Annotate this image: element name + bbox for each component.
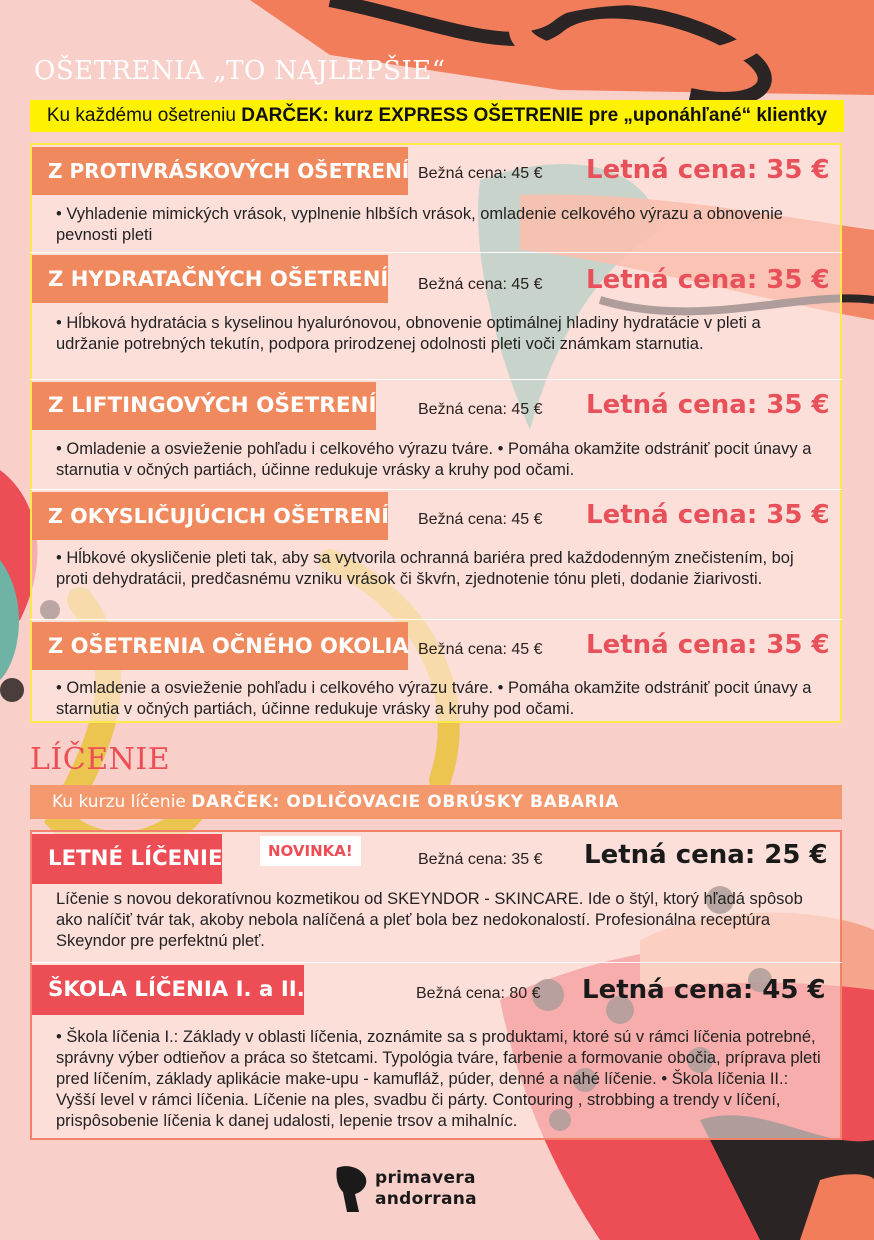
treatment-gift-banner bbox=[30, 100, 844, 132]
makeup-summer-price: Letná cena: 25 € bbox=[584, 840, 828, 870]
treatment-description: • Omladenie a osvieženie pohľadu i celkového výrazu tváre. • Pomáha okamžite odstrániť pocit únavy a starnutia v očných partiách, účinne redukuje vrásky a kruhy pod očami. bbox=[56, 679, 812, 718]
makeup-regular-price: Bežná cena: 80 € bbox=[416, 985, 541, 1002]
page-title: OŠETRENIA „TO NAJLEPŠIE“ bbox=[34, 56, 446, 86]
treatment-regular-price: Bežná cena: 45 € bbox=[418, 165, 543, 182]
logo-line-2: andorrana bbox=[375, 1189, 477, 1209]
makeup-summer-price: Letná cena: 45 € bbox=[582, 975, 826, 1005]
logo-line-1: primavera bbox=[375, 1168, 476, 1188]
treatment-gift-prefix: Ku každému ošetreniu bbox=[46, 105, 242, 126]
makeup-item bbox=[30, 832, 842, 960]
treatment-item bbox=[30, 619, 842, 722]
treatment-description: • Hĺbkové okysličenie pleti tak, aby sa vytvorila ochranná bariéra pred každodenným znečistením, boj proti dehydratácii, predčasnému vzniku vrások či škvŕn, zjednotenie tónu pleti, dodanie žiarivosti. bbox=[56, 549, 794, 588]
treatment-summer-price: Letná cena: 35 € bbox=[586, 265, 830, 295]
treatment-item bbox=[30, 379, 842, 488]
treatment-description: • Vyhladenie mimických vrások, vyplnenie hlbších vrások, omladenie celkového výrazu a obnovenie pevnosti pleti bbox=[56, 205, 783, 244]
treatment-regular-price: Bežná cena: 45 € bbox=[418, 276, 543, 293]
treatment-regular-price: Bežná cena: 45 € bbox=[418, 511, 543, 528]
makeup-gift-banner bbox=[30, 785, 842, 819]
makeup-item bbox=[30, 962, 842, 1141]
treatment-name: Z HYDRATAČNÝCH OŠETRENÍ bbox=[32, 255, 388, 303]
treatment-gift-text: DARČEK: kurz EXPRESS OŠETRENIE pre „uponáhľané“ klientky bbox=[241, 105, 828, 126]
makeup-regular-price: Bežná cena: 35 € bbox=[418, 851, 543, 868]
new-badge: NOVINKA! bbox=[260, 836, 361, 866]
treatment-name: Z LIFTINGOVÝCH OŠETRENÍ bbox=[32, 382, 376, 430]
makeup-gift-text: DARČEK: ODLIČOVACIE OBRÚSKY BABARIA bbox=[191, 792, 620, 812]
treatment-description: • Hĺbková hydratácia s kyselinou hyalurónovou, obnovenie optimálnej hladiny hydratácie v pleti a udržanie potrebných tekutín, podpora prirodzenej odolnosti pleti voči známkam starnutia. bbox=[56, 314, 761, 353]
treatment-name: Z PROTIVRÁSKOVÝCH OŠETRENÍ bbox=[32, 147, 408, 195]
treatment-item bbox=[30, 252, 842, 378]
logo-mark-icon bbox=[333, 1162, 373, 1214]
treatment-item bbox=[30, 489, 842, 618]
treatment-description: • Omladenie a osvieženie pohľadu i celkového výrazu tváre. • Pomáha okamžite odstrániť pocit únavy a starnutia v očných partiách, účinne redukuje vrásky a kruhy pod očami. bbox=[56, 440, 812, 479]
treatment-name: Z OKYSLIČUJÚCICH OŠETRENÍ bbox=[32, 492, 388, 540]
makeup-gift-prefix: Ku kurzu líčenie bbox=[52, 792, 192, 812]
treatment-summer-price: Letná cena: 35 € bbox=[586, 155, 830, 185]
treatment-summer-price: Letná cena: 35 € bbox=[586, 500, 830, 530]
makeup-title: LÍČENIE bbox=[30, 742, 171, 777]
treatment-regular-price: Bežná cena: 45 € bbox=[418, 401, 543, 418]
treatment-regular-price: Bežná cena: 45 € bbox=[418, 641, 543, 658]
makeup-description: • Škola líčenia I.: Základy v oblasti líčenia, zoznámite sa s produktami, ktoré sú v rámci líčenia potrebné, správny výber odtieňov a práca so štetcami. Typológia tváre, farbenie a formovanie obočia, príprava pleti pred líčením, základy aplikácie make-upu - kamufláž, púder, denné a nahé líčenie. • Škola líčenia II.: Vyšší level v rámci líčenia. Líčenie na ples, svadbu či párty. Contouring , strobbing a trendy v líčení, prispôsobenie líčenia k danej udalosti, lepenie trsov a mihalníc. bbox=[56, 1028, 821, 1130]
treatment-name: Z OŠETRENIA OČNÉHO OKOLIA bbox=[32, 622, 408, 670]
makeup-name: ŠKOLA LÍČENIA I. a II. bbox=[32, 965, 304, 1015]
makeup-name: LETNÉ LÍČENIE bbox=[32, 834, 222, 884]
treatment-item bbox=[30, 145, 842, 250]
makeup-description: Líčenie s novou dekoratívnou kozmetikou od SKEYNDOR - SKINCARE. Ide o štýl, ktorý hľadá spôsob ako nalíčiť tvár tak, akoby nebola nalíčená a pleť bola bez nedokonalostí. Profesionálna receptúra Skeyndor pre perfektnú pleť. bbox=[56, 890, 803, 950]
treatment-summer-price: Letná cena: 35 € bbox=[586, 630, 830, 660]
brand-logo bbox=[333, 1162, 503, 1214]
treatment-summer-price: Letná cena: 35 € bbox=[586, 390, 830, 420]
